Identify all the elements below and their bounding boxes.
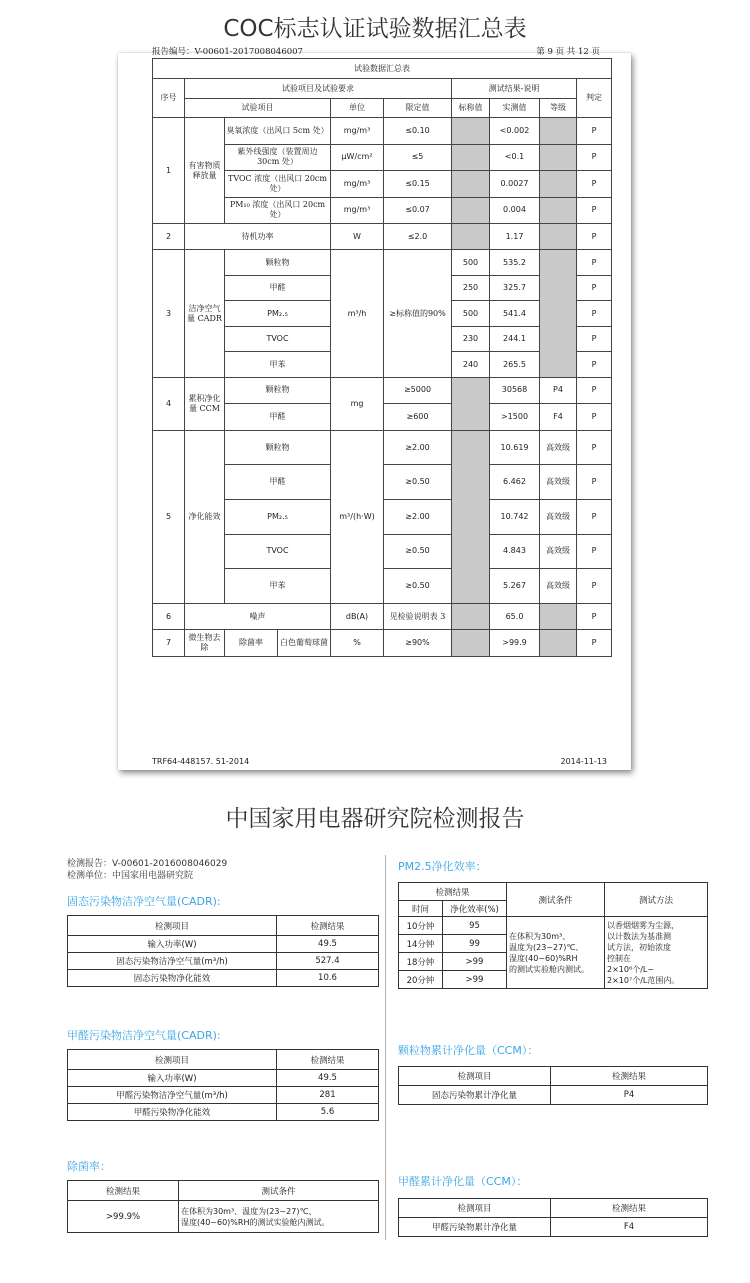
measured-cell: 10.742 — [490, 499, 540, 534]
measured-cell: 5.267 — [490, 569, 540, 604]
header-result: 检测结果 — [277, 1050, 379, 1070]
method-line: 试方法，初始浓度 — [607, 942, 672, 952]
measured-cell: <0.002 — [490, 118, 540, 144]
limit-cell: ≤0.15 — [384, 171, 452, 197]
time-cell: 20分钟 — [399, 971, 443, 989]
item-cell: 待机功率 — [185, 223, 331, 249]
row-no: 3 — [153, 250, 185, 377]
grade-cell — [540, 144, 577, 170]
table-row — [153, 223, 612, 249]
grade-cell: 高效级 — [540, 430, 577, 465]
item-subtype: 白色葡萄球菌 — [280, 638, 328, 648]
nominal-cell: 250 — [452, 275, 490, 300]
limit-cell: ≥90% — [384, 630, 452, 657]
nominal-cell — [452, 144, 490, 170]
table-row — [153, 377, 612, 403]
rate-cell: 95 — [443, 917, 507, 935]
ccm-hcho-title: 甲醛累计净化量（CCM）： — [398, 1175, 528, 1188]
unit-cell: W — [331, 223, 384, 249]
nominal-cell: 500 — [452, 250, 490, 275]
item-subname: 除菌率 — [225, 630, 278, 656]
table-row — [153, 250, 612, 275]
header-item: 检测项目 — [68, 916, 277, 936]
rate-cell: >99 — [443, 971, 507, 989]
condition-cell — [179, 1201, 379, 1233]
grade-cell: 高效级 — [540, 499, 577, 534]
grade-cell — [540, 223, 577, 249]
limit-cell: ≥0.50 — [384, 465, 452, 500]
ccm-hcho-table — [398, 1198, 708, 1237]
nominal-cell: 240 — [452, 352, 490, 377]
value-cell: 5.6 — [277, 1104, 379, 1121]
row-category: 微生物去除 — [185, 630, 225, 657]
header-time: 时间 — [399, 901, 443, 917]
judge-cell: P — [577, 301, 612, 326]
item-cell: 噪声 — [185, 603, 331, 629]
table-row — [153, 630, 612, 657]
table-row — [399, 1086, 708, 1105]
value-cell: P4 — [551, 1086, 708, 1105]
header-result: 检测结果 — [68, 1181, 179, 1201]
grade-cell: P4 — [540, 377, 577, 403]
nominal-cell — [452, 223, 490, 249]
grade-cell — [540, 118, 577, 144]
header-method: 测试方法 — [605, 883, 708, 917]
item-cell: 颗粒物 — [225, 250, 331, 275]
limit-cell: ≥2.00 — [384, 430, 452, 465]
condition-line: 在体积为30m³、温度为(23~27)℃、 — [181, 1206, 317, 1216]
judge-cell: P — [577, 326, 612, 351]
table-row — [153, 603, 612, 629]
header-result: 检测结果 — [399, 883, 507, 901]
row-category: 累积净化量 CCM — [185, 377, 225, 430]
row-no: 4 — [153, 377, 185, 430]
judge-cell: P — [577, 534, 612, 569]
nominal-cell — [452, 630, 490, 657]
item-cell: 甲苯 — [225, 352, 331, 377]
nominal-cell: 500 — [452, 301, 490, 326]
condition-line: 温度为(23~27)℃、 — [509, 942, 584, 952]
judge-cell: P — [577, 603, 612, 629]
column-divider — [385, 855, 386, 1240]
item-cell: 甲醛 — [225, 275, 331, 300]
limit-cell: ≥0.50 — [384, 569, 452, 604]
method-line: 以计数法为基准测 — [607, 931, 672, 941]
condition-cell — [507, 917, 605, 989]
header-result: 检测结果 — [277, 916, 379, 936]
col-limit: 限定值 — [384, 98, 452, 117]
grade-cell — [540, 197, 577, 223]
method-line: 控制在 — [607, 953, 632, 963]
limit-cell: ≥0.50 — [384, 534, 452, 569]
measured-cell: 65.0 — [490, 603, 540, 629]
item-cell: 输入功率(W) — [68, 1070, 277, 1087]
table-row — [153, 430, 612, 465]
item-cell — [225, 630, 331, 657]
value-cell: 10.6 — [277, 970, 379, 987]
judge-cell: P — [577, 352, 612, 377]
judge-cell: P — [577, 197, 612, 223]
limit-cell: ≥5000 — [384, 377, 452, 403]
unit-cell: dB(A) — [331, 603, 384, 629]
time-cell: 10分钟 — [399, 917, 443, 935]
col-requirement: 试验项目及试验要求 — [185, 79, 452, 98]
row-category: 净化能效 — [185, 430, 225, 603]
value-cell: 49.5 — [277, 1070, 379, 1087]
grade-cell — [540, 250, 577, 377]
table-row — [68, 936, 379, 953]
measured-cell: 325.7 — [490, 275, 540, 300]
table-row — [68, 1201, 379, 1233]
judge-cell: P — [577, 569, 612, 604]
hcho-cadr-title: 甲醛污染物洁净空气量(CADR): — [67, 1029, 221, 1042]
col-unit: 单位 — [331, 98, 384, 117]
table-row — [68, 1087, 379, 1104]
measured-cell: 30568 — [490, 377, 540, 403]
measured-cell: 6.462 — [490, 465, 540, 500]
value-cell: 49.5 — [277, 936, 379, 953]
nominal-cell — [452, 430, 490, 603]
value-cell: 281 — [277, 1087, 379, 1104]
table-row — [68, 970, 379, 987]
col-grade: 等级 — [540, 98, 577, 117]
coc-heading: COC标志认证试验数据汇总表 — [223, 16, 527, 42]
table-title: 试验数据汇总表 — [153, 59, 612, 79]
item-cell: 输入功率(W) — [68, 936, 277, 953]
limit-cell: ≤0.10 — [384, 118, 452, 144]
rate-cell: >99 — [443, 953, 507, 971]
measured-cell: <0.1 — [490, 144, 540, 170]
table-row — [153, 118, 612, 144]
measured-cell: 265.5 — [490, 352, 540, 377]
ccm-particle-table — [398, 1066, 708, 1105]
grade-cell — [540, 630, 577, 657]
nominal-cell — [452, 377, 490, 430]
row-category: 洁净空气量 CADR — [185, 250, 225, 377]
col-result: 测试结果-说明 — [452, 79, 577, 98]
pm25-table — [398, 882, 708, 989]
nominal-cell — [452, 118, 490, 144]
nominal-cell — [452, 603, 490, 629]
measured-cell: 244.1 — [490, 326, 540, 351]
table-row — [399, 917, 708, 935]
nominal-cell: 230 — [452, 326, 490, 351]
item-cell: 固态污染物洁净空气量(m³/h) — [68, 953, 277, 970]
limit-cell: ≤2.0 — [384, 223, 452, 249]
limit-cell: ≥2.00 — [384, 499, 452, 534]
grade-cell — [540, 603, 577, 629]
grade-cell: 高效级 — [540, 465, 577, 500]
row-no: 5 — [153, 430, 185, 603]
unit-cell: mg — [331, 377, 384, 430]
report-meta — [67, 858, 227, 882]
judge-cell: P — [577, 630, 612, 657]
condition-line: 湿度(40~60)%RH的测试实验舱内测试。 — [181, 1217, 330, 1227]
measured-cell: 541.4 — [490, 301, 540, 326]
measured-cell: 1.17 — [490, 223, 540, 249]
item-cell: 紫外线强度（装置周边 30cm 处） — [225, 144, 331, 170]
header-condition: 测试条件 — [179, 1181, 379, 1201]
cheari-heading: 中国家用电器研究院检测报告 — [225, 806, 525, 832]
item-cell: PM₂.₅ — [225, 499, 331, 534]
measured-cell: >1500 — [490, 404, 540, 430]
condition-line: 在体积为30m³、 — [509, 931, 571, 941]
nominal-cell — [452, 171, 490, 197]
item-cell: 甲苯 — [225, 569, 331, 604]
col-item: 试验项目 — [185, 98, 331, 117]
value-cell: 527.4 — [277, 953, 379, 970]
unit-cell: m³/h — [331, 250, 384, 377]
header-result: 检测结果 — [551, 1067, 708, 1086]
judge-cell: P — [577, 499, 612, 534]
cheari-unit: 检测单位：中国家用电器研究院 — [67, 871, 194, 881]
unit-cell: μW/cm² — [331, 144, 384, 170]
limit-cell: 见检验说明表 3 — [384, 603, 452, 629]
item-cell: 甲醛 — [225, 465, 331, 500]
value-cell: >99.9% — [68, 1201, 179, 1233]
form-code: TRF64-448157. 51-2014 — [152, 757, 250, 766]
judge-cell: P — [577, 144, 612, 170]
time-cell: 18分钟 — [399, 953, 443, 971]
form-date: 2014-11-13 — [560, 757, 607, 766]
measured-cell: 10.619 — [490, 430, 540, 465]
row-no: 2 — [153, 223, 185, 249]
summary-table — [152, 58, 612, 657]
row-no: 1 — [153, 118, 185, 224]
nominal-cell — [452, 197, 490, 223]
item-cell: PM₂.₅ — [225, 301, 331, 326]
item-cell: 甲醛污染物净化能效 — [68, 1104, 277, 1121]
pm25-title: PM2.5净化效率： — [398, 860, 487, 873]
row-category: 有害物质释放量 — [185, 118, 225, 224]
col-no: 序号 — [153, 79, 185, 118]
table-row — [68, 953, 379, 970]
method-line: 以香烟烟雾为尘源， — [607, 920, 680, 930]
method-line: 2×10⁷个/L范围内。 — [607, 975, 680, 985]
header-item: 检测项目 — [399, 1199, 551, 1218]
header-item: 检测项目 — [68, 1050, 277, 1070]
judge-cell: P — [577, 430, 612, 465]
header-condition: 测试条件 — [507, 883, 605, 917]
measured-cell: 535.2 — [490, 250, 540, 275]
limit-cell: ≥标称值的90% — [384, 250, 452, 377]
header-item: 检测项目 — [399, 1067, 551, 1086]
unit-cell: m³/(h·W) — [331, 430, 384, 603]
item-cell: 臭氧浓度（出风口 5cm 处） — [225, 118, 331, 144]
grade-cell: 高效级 — [540, 534, 577, 569]
judge-cell: P — [577, 118, 612, 144]
grade-cell: 高效级 — [540, 569, 577, 604]
item-cell: 颗粒物 — [225, 377, 331, 403]
sterilize-table — [67, 1180, 379, 1233]
condition-line: 的测试实验舱内测试。 — [509, 964, 590, 974]
judge-cell: P — [577, 465, 612, 500]
item-cell: 颗粒物 — [225, 430, 331, 465]
unit-cell: mg/m³ — [331, 197, 384, 223]
item-cell: TVOC — [225, 326, 331, 351]
table-row — [68, 1104, 379, 1121]
judge-cell: P — [577, 377, 612, 403]
ccm-particle-title: 颗粒物累计净化量（CCM）： — [398, 1044, 539, 1057]
table-row — [399, 1218, 708, 1237]
judge-cell: P — [577, 171, 612, 197]
col-measured: 实测值 — [490, 98, 540, 117]
method-line: 2×10⁶个/L~ — [607, 964, 655, 974]
limit-cell: ≤0.07 — [384, 197, 452, 223]
limit-cell: ≤5 — [384, 144, 452, 170]
measured-cell: 0.0027 — [490, 171, 540, 197]
item-cell: 甲醛污染物洁净空气量(m³/h) — [68, 1087, 277, 1104]
measured-cell: 4.843 — [490, 534, 540, 569]
limit-cell: ≥600 — [384, 404, 452, 430]
measured-cell: 0.004 — [490, 197, 540, 223]
item-cell: TVOC — [225, 534, 331, 569]
item-cell: 甲醛 — [225, 404, 331, 430]
unit-cell: mg/m³ — [331, 118, 384, 144]
col-nominal: 标称值 — [452, 98, 490, 117]
rate-cell: 99 — [443, 935, 507, 953]
judge-cell: P — [577, 404, 612, 430]
item-cell: PM₁₀ 浓度（出风口 20cm 处） — [225, 197, 331, 223]
unit-cell: % — [331, 630, 384, 657]
measured-cell: >99.9 — [490, 630, 540, 657]
hcho-cadr-table — [67, 1049, 379, 1121]
item-cell: 甲醛污染物累计净化量 — [399, 1218, 551, 1237]
col-judge: 判定 — [577, 79, 612, 118]
value-cell: F4 — [551, 1218, 708, 1237]
table-row — [68, 1070, 379, 1087]
solid-cadr-table — [67, 915, 379, 987]
header-result: 检测结果 — [551, 1199, 708, 1218]
report-number: 报告编号：V-00601-2017008046007 — [152, 47, 303, 57]
item-cell: 固态污染物净化能效 — [68, 970, 277, 987]
method-cell — [605, 917, 708, 989]
unit-cell: mg/m³ — [331, 171, 384, 197]
solid-cadr-title: 固态污染物洁净空气量(CADR): — [67, 895, 221, 908]
judge-cell: P — [577, 223, 612, 249]
judge-cell: P — [577, 275, 612, 300]
condition-line: 湿度(40~60)%RH — [509, 953, 578, 963]
item-cell: TVOC 浓度（出风口 20cm 处） — [225, 171, 331, 197]
grade-cell — [540, 171, 577, 197]
cheari-report-number: 检测报告：V-00601-2016008046029 — [67, 859, 228, 869]
row-no: 7 — [153, 630, 185, 657]
judge-cell: P — [577, 250, 612, 275]
item-cell: 固态污染物累计净化量 — [399, 1086, 551, 1105]
grade-cell: F4 — [540, 404, 577, 430]
page-indicator: 第 9 页 共 12 页 — [536, 47, 600, 57]
sterilize-title: 除菌率： — [67, 1160, 111, 1173]
time-cell: 14分钟 — [399, 935, 443, 953]
header-rate: 净化效率(%) — [443, 901, 507, 917]
row-no: 6 — [153, 603, 185, 629]
